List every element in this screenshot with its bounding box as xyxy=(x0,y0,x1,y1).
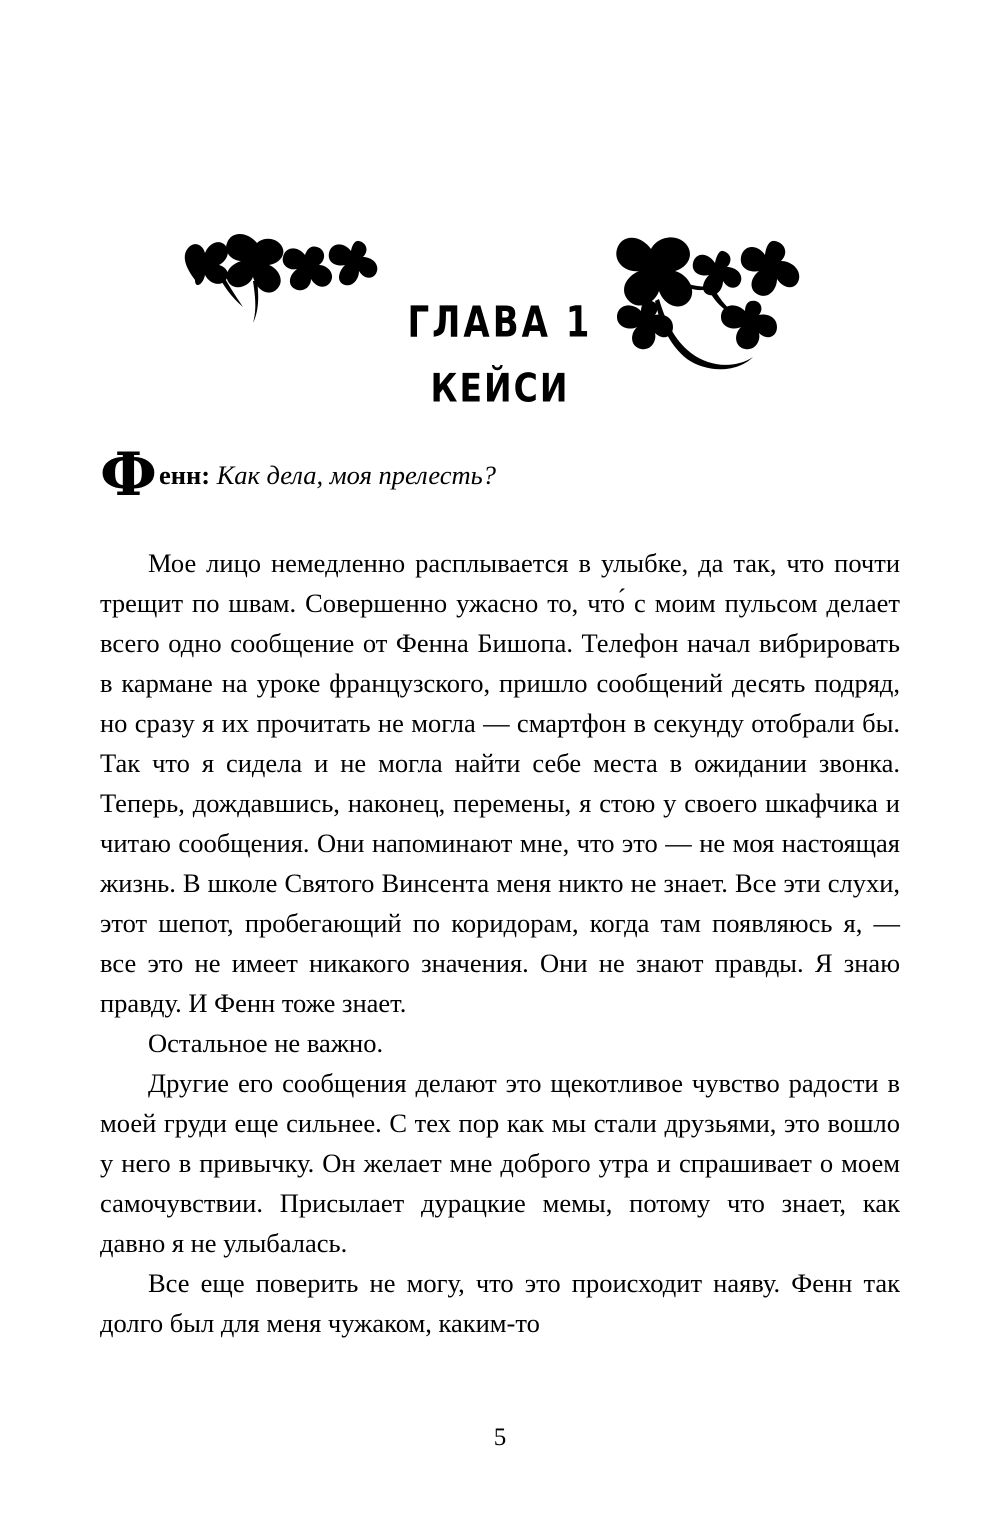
opening-line xyxy=(100,440,900,513)
page-number: 5 xyxy=(493,1424,507,1451)
drop-cap: Ф xyxy=(100,440,157,510)
paragraph: Остальное не важно. xyxy=(148,1028,384,1058)
paragraph: Другие его сообщения делают это щекотливое чувство радости в моей груди еще сильнее. С тех пор как мы стали друзьями, это вошло у него в привычку. Он желает мне доброго утра и спрашивает о моем самочувствии. Присылает дурацкие мемы, потому что знает, как давно я не улыбалась. xyxy=(100,1068,900,1258)
paragraph: Все еще поверить не могу, что это происходит наяву. Фенн так долго был для меня чужаком, каким-то xyxy=(100,1268,900,1338)
chapter-title xyxy=(0,297,1000,412)
chapter-number: ГЛАВА 1 xyxy=(407,297,593,348)
chapter-header xyxy=(0,225,1000,430)
body-text xyxy=(100,440,900,1343)
chapter-name: КЕЙСИ xyxy=(430,365,570,412)
speaker-name: енн: xyxy=(158,460,211,490)
message-quote: Как дела, моя прелесть? xyxy=(210,460,496,490)
paragraph: Мое лицо немедленно расплывается в улыбке, да так, что почти трещит по швам. Совершенно ужасно то, что́ с моим пульсом делает всего одно сообщение от Фенна Бишопа. Телефон начал вибрировать в кармане на уроке французского, пришло сообщений десять подряд, но сразу я их прочитать не могла — смартфон в секунду отобрали бы. Так что я сидела и не могла найти себе места в ожидании звонка. Теперь, дождавшись, наконец, перемены, я стою у своего шкафчика и читаю сообщения. Они напоминают мне, что это — не моя настоящая жизнь. В школе Святого Винсента меня никто не знает. Все эти слухи, этот шепот, пробегающий по коридорам, когда там появляюсь я, — все это не имеет никакого значения. Они не знают правды. Я знаю правду. И Фенн тоже знает. xyxy=(100,548,900,1018)
